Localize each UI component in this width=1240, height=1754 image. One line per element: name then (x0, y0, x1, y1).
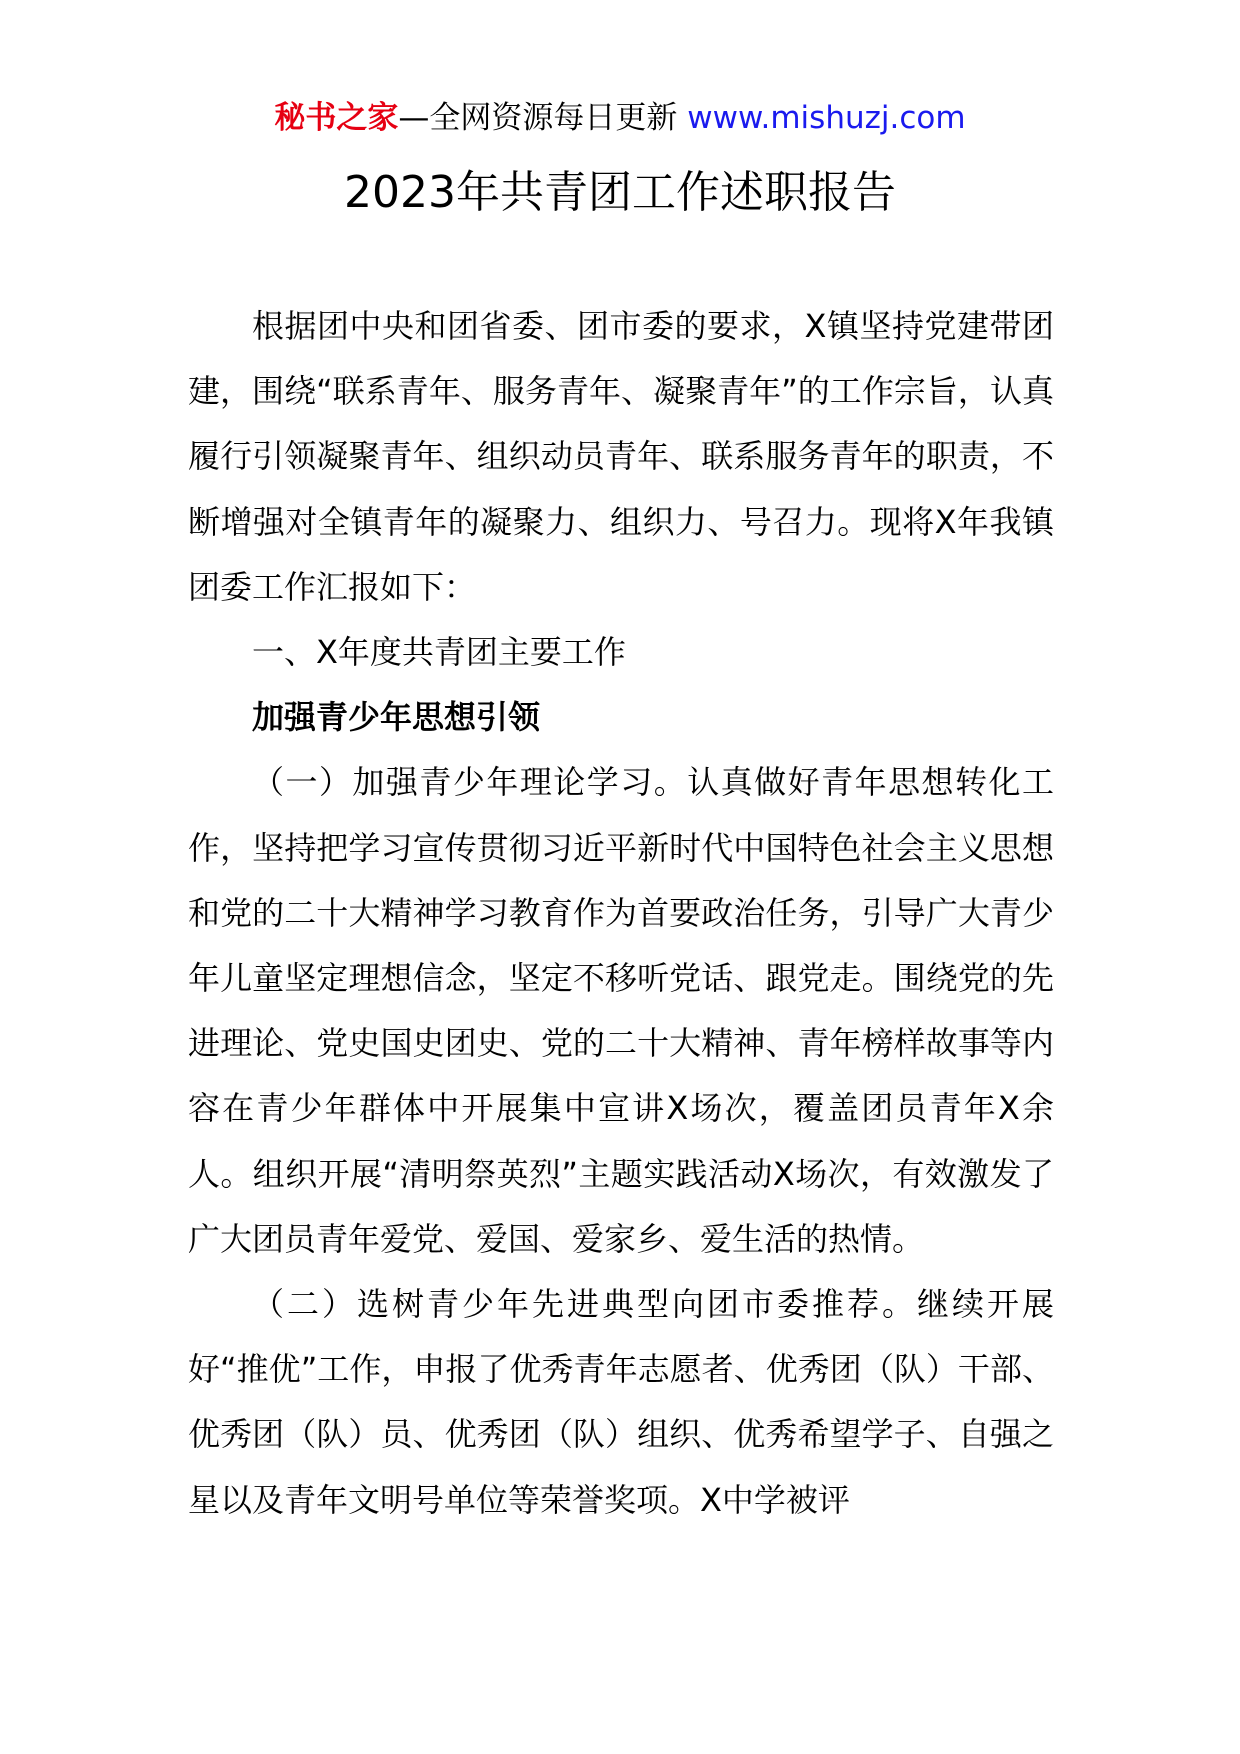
document-body (188, 294, 1054, 1533)
subsection-heading: 加强青少年思想引领 (252, 698, 541, 737)
brand-slogan: —全网资源每日更新 (398, 100, 688, 136)
brand-url: www.mishuzj.com (687, 100, 966, 136)
document-title: 2023年共青团工作述职报告 (344, 167, 896, 218)
paragraph-item-1: （一）加强青少年理论学习。认真做好青年思想转化工作，坚持把学习宣传贯彻习近平新时代中国特色社会主义思想和党的二十大精神学习教育作为首要政治任务，引导广大青少年儿童坚定理想信念，坚定不移听党话、跟党走。围绕党的先进理论、党史国史团史、党的二十大精神、青年榜样故事等内容在青少年群体中开展集中宣讲X场次，覆盖团员青年X余人。组织开展“清明祭英烈”主题实践活动X场次，有效激发了广大团员青年爱党、爱国、爱家乡、爱生活的热情。 (188, 763, 1054, 1258)
brand-name: 秘书之家 (274, 100, 399, 136)
section-heading: 一、X年度共青团主要工作 (252, 633, 626, 672)
paragraph-intro: 根据团中央和团省委、团市委的要求，X镇坚持党建带团建，围绕“联系青年、服务青年、凝聚青年”的工作宗旨，认真履行引领凝聚青年、组织动员青年、联系服务青年的职责，不断增强对全镇青年的凝聚力、组织力、号召力。现将X年我镇团委工作汇报如下： (188, 307, 1054, 606)
watermark-header (0, 98, 1240, 138)
paragraph-item-2: （二）选树青少年先进典型向团市委推荐。继续开展好“推优”工作，申报了优秀青年志愿者、优秀团（队）干部、优秀团（队）员、优秀团（队）组织、优秀希望学子、自强之星以及青年文明号单位等荣誉奖项。X中学被评 (188, 1285, 1054, 1519)
